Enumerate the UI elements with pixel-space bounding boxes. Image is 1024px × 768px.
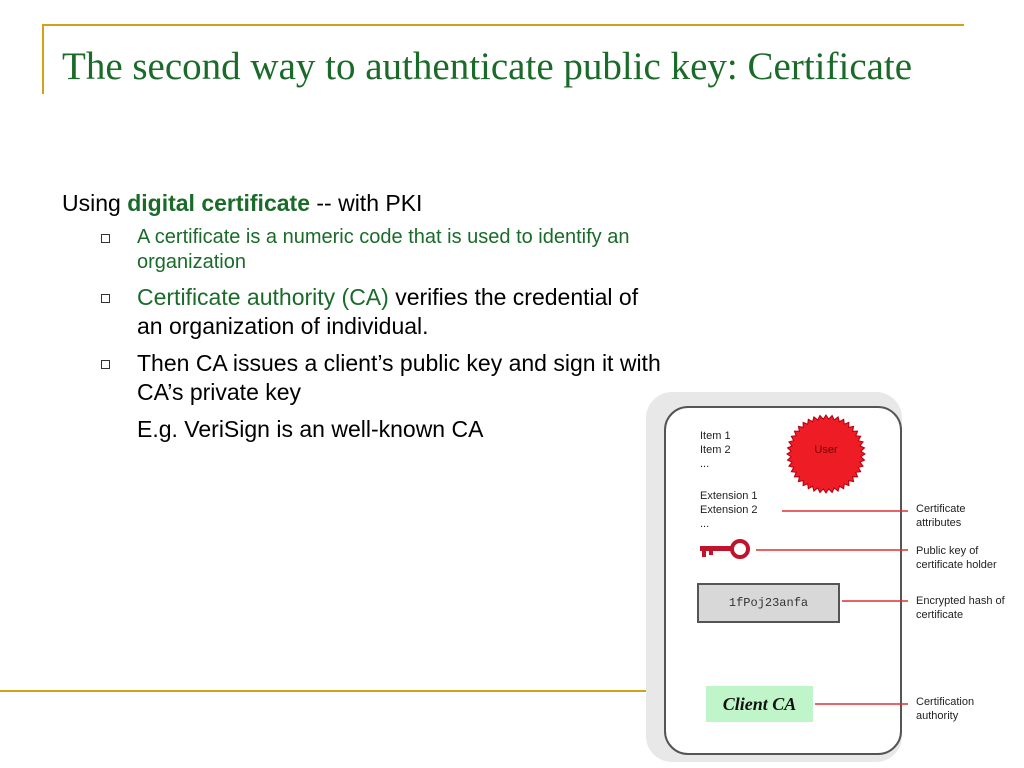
slide-body: [62, 190, 662, 467]
callout-hash: [916, 594, 1024, 622]
cert-extension-ellipsis: ...: [700, 518, 710, 530]
square-bullet-icon: [101, 234, 110, 243]
callout-public-key: [916, 544, 1024, 572]
cert-item-2: Item 2: [700, 444, 731, 456]
top-rule: [42, 24, 964, 26]
callout-line1: Certificate: [916, 503, 966, 515]
lead-emphasis: digital certificate: [127, 190, 310, 216]
callout-line2: authority: [916, 710, 959, 722]
callout-authority: [916, 695, 1024, 723]
bullet-highlight: Certificate authority (CA): [137, 284, 389, 310]
bullet-text: Then CA issues a client’s public key and sign it with CA’s private key: [137, 350, 661, 405]
callout-line2: certificate: [916, 609, 964, 621]
lead-line: [62, 190, 662, 217]
cert-item-1: Item 1: [700, 430, 731, 442]
example-line: E.g. VeriSign is an well-known CA: [137, 416, 484, 442]
bullet-item: [62, 225, 662, 275]
lead-suffix: -- with PKI: [309, 190, 423, 216]
bottom-rule: [0, 690, 655, 692]
square-bullet-icon: [101, 294, 110, 303]
callout-line2: certificate holder: [916, 559, 997, 571]
callout-line2: attributes: [916, 517, 962, 529]
callout-attributes: [916, 502, 1024, 530]
encrypted-hash-box: 1fPoj23anfa: [697, 583, 840, 623]
callout-line1: Certification: [916, 696, 975, 708]
bullet-text: A certificate is a numeric code that is used to identify an organization: [137, 226, 630, 273]
bullet-item: [62, 349, 662, 407]
slide-title: The second way to authenticate public key: Certificate: [62, 45, 913, 88]
lead-prefix: Using: [62, 190, 128, 216]
client-ca-box: Client CA: [706, 686, 813, 722]
bullet-item: [62, 283, 662, 341]
cert-extension-1: Extension 1: [700, 490, 758, 502]
cert-extension-2: Extension 2: [700, 504, 758, 516]
callout-line1: Encrypted hash of: [916, 595, 1005, 607]
left-rule: [42, 24, 44, 94]
seal-label: User: [814, 444, 838, 456]
bullet-text: verifies the credential of an organization of individual.: [137, 284, 639, 339]
callout-line1: Public key of: [916, 545, 979, 557]
square-bullet-icon: [101, 360, 110, 369]
bullet-list: [62, 225, 662, 407]
cert-item-ellipsis: ...: [700, 458, 710, 470]
key-icon: [698, 538, 754, 562]
